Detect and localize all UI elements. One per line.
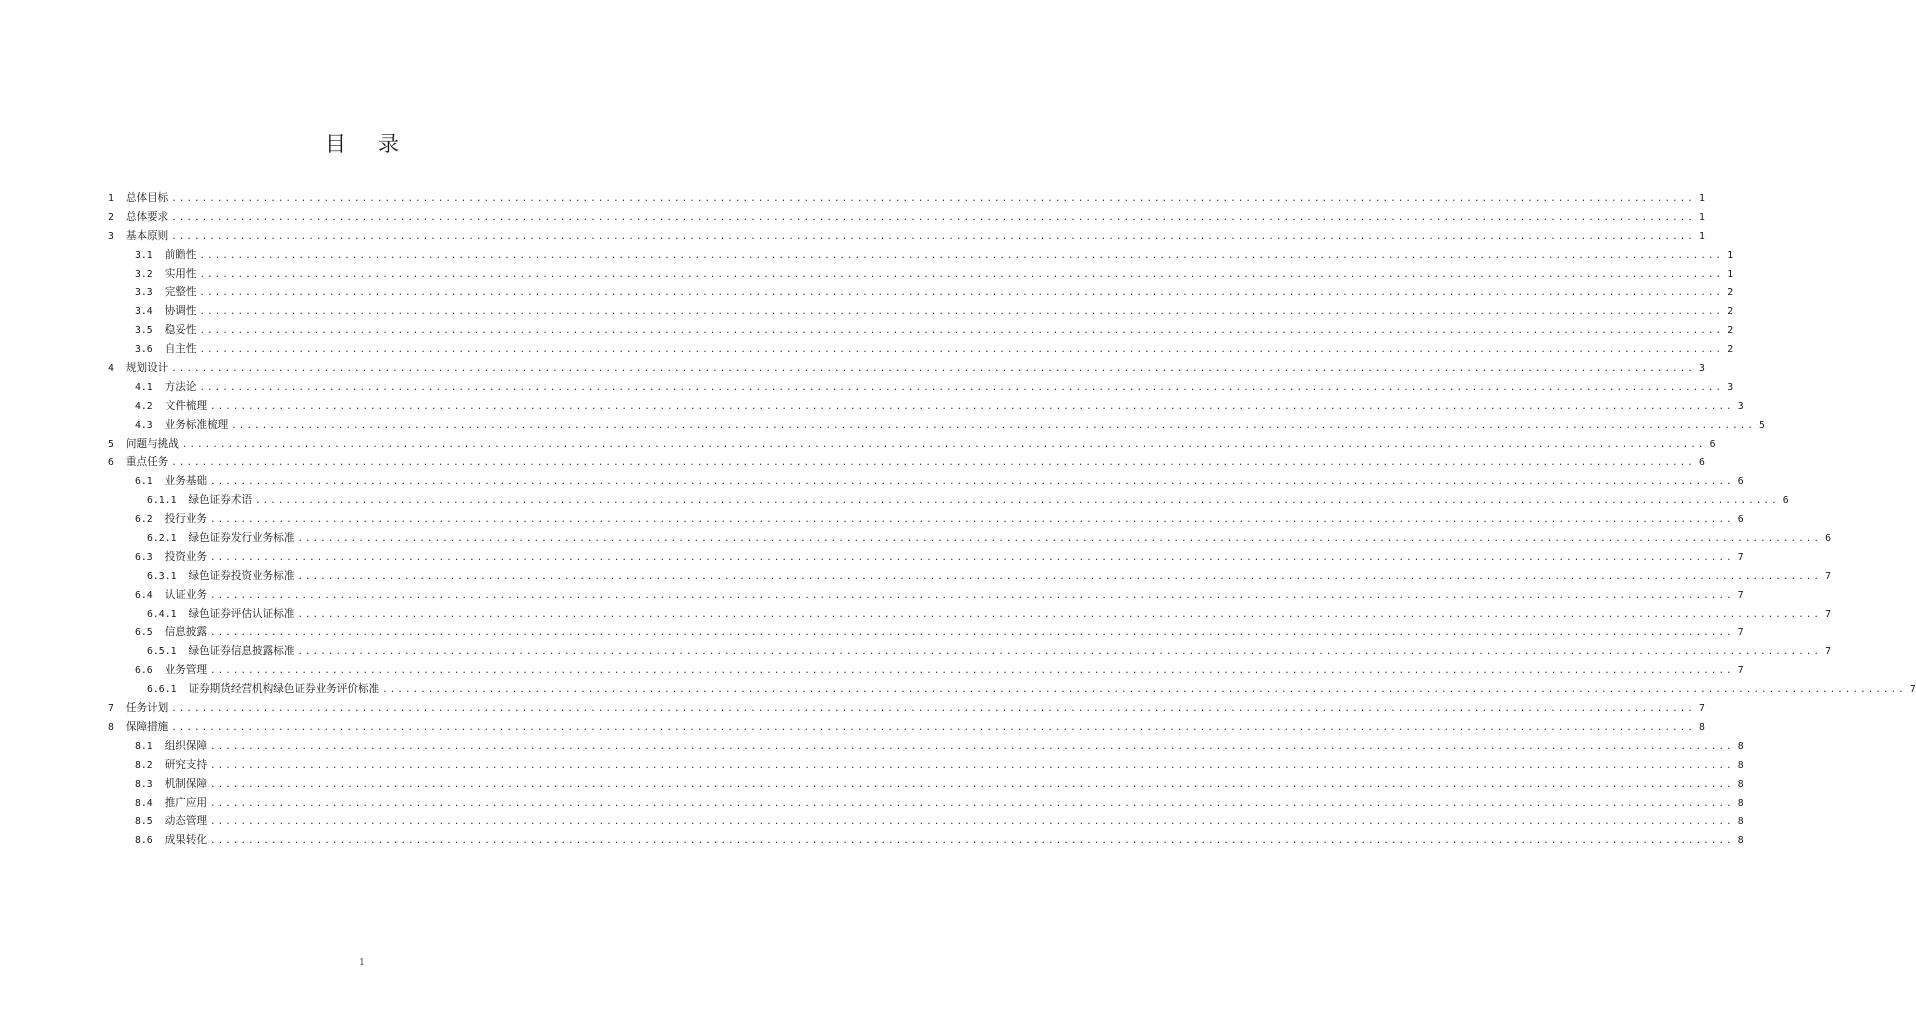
toc-entry-page: 2 (1727, 344, 1734, 356)
toc-leader-dots: ........................................................................................................................................................................................................ (210, 401, 1734, 412)
toc-entry-page: 7 (1737, 665, 1744, 677)
toc-entry-label: 投资业务 (164, 550, 208, 563)
toc-entry-number: 3.6 (135, 344, 153, 356)
toc-leader-dots: ........................................................................................................................................................................................................ (171, 212, 1695, 223)
toc-entry-page: 6 (1698, 457, 1705, 469)
toc-leader-dots: ........................................................................................................................................................................................................ (171, 231, 1695, 242)
toc-entry-page: 8 (1737, 740, 1744, 752)
toc-entry-page: 3 (1727, 381, 1734, 393)
toc-leader-dots: ........................................................................................................................................................................................................ (231, 420, 1755, 431)
toc-entry-number: 8.2 (135, 759, 153, 771)
toc-entry-number: 8.5 (135, 816, 153, 828)
toc-entry-page: 6 (1782, 495, 1789, 507)
toc-entry-page: 8 (1698, 721, 1705, 733)
toc-entry-label: 组织保障 (164, 739, 208, 752)
toc-entry-page: 8 (1737, 835, 1744, 847)
toc-entry-label: 文件梳理 (164, 399, 208, 412)
toc-title-right: 录 (378, 132, 399, 156)
toc-entry-number: 3.5 (135, 325, 153, 337)
toc-leader-dots: ........................................................................................................................................................................................................ (210, 515, 1734, 526)
toc-entry-label: 绿色证券评估认证标准 (188, 607, 295, 620)
toc-entry[interactable] (104, 453, 1705, 472)
toc-entry-page: 1 (1698, 230, 1705, 242)
toc-entry-number: 2 (108, 211, 114, 223)
toc-entry[interactable] (104, 435, 1716, 454)
toc-entry-number: 3 (108, 230, 114, 242)
toc-title (0, 128, 724, 158)
toc-entry-number: 6.2 (135, 514, 153, 526)
toc-entry-label: 绿色证券术语 (188, 494, 253, 507)
toc-entry-number: 6.4.1 (147, 608, 177, 620)
toc-entry-label: 协调性 (164, 305, 197, 318)
toc-entry-number: 4.1 (135, 381, 153, 393)
toc-entry[interactable] (104, 831, 1744, 850)
toc-leader-dots: ........................................................................................................................................................................................................ (210, 628, 1734, 639)
toc-entry-label: 完整性 (164, 286, 197, 299)
toc-entry-page: 8 (1737, 816, 1744, 828)
toc-entry-number: 6.6.1 (147, 684, 177, 696)
toc-entry-label: 重点任务 (125, 456, 169, 469)
toc-entry-number: 3.3 (135, 287, 153, 299)
toc-entry-number: 6.4 (135, 589, 153, 601)
toc-entry-number: 4.3 (135, 419, 153, 431)
toc-entry-page: 3 (1698, 363, 1705, 375)
toc-title-left: 目 (325, 132, 346, 156)
toc-entry[interactable] (104, 718, 1705, 737)
toc-entry-page: 7 (1737, 627, 1744, 639)
toc-entry-label: 基本原则 (125, 229, 169, 242)
toc-leader-dots: ........................................................................................................................................................................................................ (210, 798, 1734, 809)
toc-leader-dots: ........................................................................................................................................................................................................ (171, 722, 1695, 733)
toc-entry-number: 6.6 (135, 665, 153, 677)
toc-entry-number: 6.5 (135, 627, 153, 639)
toc-entry-number: 8.4 (135, 797, 153, 809)
toc-entry[interactable] (104, 737, 1744, 756)
toc-entry[interactable] (104, 283, 1734, 302)
toc-entry-page: 7 (1825, 608, 1832, 620)
toc-entry-label: 研究支持 (164, 758, 208, 771)
toc-entry-label: 总体要求 (125, 210, 169, 223)
toc-entry-page: 6 (1737, 514, 1744, 526)
toc-leader-dots: ........................................................................................................................................................................................................ (199, 269, 1724, 280)
toc-entry-page: 8 (1737, 797, 1744, 809)
toc-entry-label: 问题与挑战 (125, 437, 179, 450)
toc-entry-label: 任务计划 (125, 702, 169, 715)
toc-entry-label: 投行业务 (164, 513, 208, 526)
toc-entry-label: 绿色证券信息披露标准 (188, 645, 295, 658)
toc-entry[interactable] (104, 605, 1832, 624)
toc-entry-number: 8.1 (135, 740, 153, 752)
toc-entry-number: 8.3 (135, 778, 153, 790)
toc-entry-label: 方法论 (164, 380, 197, 393)
toc-entry[interactable] (104, 567, 1832, 586)
toc-leader-dots: ........................................................................................................................................................................................................ (171, 458, 1695, 469)
toc-leader-dots: ........................................................................................................................................................................................................ (297, 647, 1822, 658)
toc-leader-dots: ........................................................................................................................................................................................................ (199, 307, 1724, 318)
toc-entry-page: 6 (1709, 438, 1716, 450)
toc-leader-dots: ........................................................................................................................................................................................................ (255, 496, 1779, 507)
toc-entry-number: 3.1 (135, 249, 153, 261)
toc-entry[interactable] (104, 491, 1789, 510)
toc-entry[interactable] (104, 510, 1744, 529)
toc-entry[interactable] (104, 378, 1734, 397)
toc-leader-dots: ........................................................................................................................................................................................................ (199, 382, 1724, 393)
toc-leader-dots: ........................................................................................................................................................................................................ (210, 760, 1734, 771)
toc-leader-dots: ........................................................................................................................................................................................................ (171, 364, 1695, 375)
toc-entry-label: 保障措施 (125, 720, 169, 733)
toc-entry-page: 6 (1737, 476, 1744, 488)
toc-entry-label: 总体目标 (125, 192, 169, 204)
toc-entry[interactable] (104, 529, 1832, 548)
toc-entry[interactable] (104, 472, 1744, 491)
toc-entry-label: 业务基础 (164, 475, 208, 488)
toc-entry-page: 1 (1727, 249, 1734, 261)
toc-entry[interactable] (104, 661, 1744, 680)
toc-entry-number: 3.2 (135, 268, 153, 280)
toc-entry-label: 稳妥性 (164, 324, 197, 337)
toc-entry-page: 8 (1737, 759, 1744, 771)
toc-entry-number: 6.1.1 (147, 495, 177, 507)
toc-leader-dots: ........................................................................................................................................................................................................ (210, 817, 1734, 828)
toc-entry-label: 成果转化 (164, 834, 208, 847)
toc-entry[interactable] (104, 756, 1744, 775)
toc-entry-label: 自主性 (164, 343, 197, 356)
toc-leader-dots: ........................................................................................................................................................................................................ (210, 552, 1734, 563)
toc-entry-label: 证券期货经营机构绿色证券业务评价标准 (188, 683, 380, 696)
toc-entry-number: 6.1 (135, 476, 153, 488)
toc-entry[interactable] (104, 340, 1734, 359)
toc-entry-page: 7 (1698, 703, 1705, 715)
toc-leader-dots: ........................................................................................................................................................................................................ (199, 345, 1724, 356)
toc-leader-dots: ........................................................................................................................................................................................................ (210, 477, 1734, 488)
toc-leader-dots: ........................................................................................................................................................................................................ (297, 534, 1822, 545)
toc-entry[interactable] (104, 586, 1744, 605)
toc-entry-label: 实用性 (164, 267, 197, 280)
toc-leader-dots: ........................................................................................................................................................................................................ (297, 571, 1822, 582)
toc-entry[interactable] (104, 623, 1744, 642)
toc-entry-label: 绿色证券发行业务标准 (188, 532, 295, 545)
toc-entry-number: 6 (108, 457, 114, 469)
toc-entry-page: 7 (1737, 589, 1744, 601)
toc-entry[interactable] (104, 642, 1832, 661)
toc-entry-page: 1 (1727, 268, 1734, 280)
toc-entry[interactable] (104, 208, 1705, 227)
footer-page-number: 1 (359, 958, 365, 968)
toc-leader-dots: ........................................................................................................................................................................................................ (297, 609, 1822, 620)
toc-entry-number: 6.2.1 (147, 533, 177, 545)
toc-leader-dots: ........................................................................................................................................................................................................ (382, 685, 1906, 696)
toc-leader-dots: ........................................................................................................................................................................................................ (210, 666, 1734, 677)
toc-leader-dots: ........................................................................................................................................................................................................ (171, 704, 1695, 715)
toc-entry-label: 业务管理 (164, 664, 208, 677)
toc-entry-number: 1 (108, 193, 114, 204)
toc-entry-label: 规划设计 (125, 362, 169, 375)
toc-entry-page: 7 (1825, 646, 1832, 658)
toc-entry[interactable] (104, 246, 1734, 265)
toc-leader-dots: ........................................................................................................................................................................................................ (181, 439, 1706, 450)
toc-entry-page: 6 (1825, 533, 1832, 545)
toc-entry[interactable] (104, 812, 1744, 831)
toc-entry[interactable] (104, 359, 1705, 378)
toc-entry-page: 2 (1727, 287, 1734, 299)
toc-entry-page: 7 (1909, 684, 1916, 696)
toc-leader-dots: ........................................................................................................................................................................................................ (199, 288, 1724, 299)
toc-entry-label: 机制保障 (164, 777, 208, 790)
toc-entry-number: 6.5.1 (147, 646, 177, 658)
toc-entry-label: 前瞻性 (164, 248, 197, 261)
toc-leader-dots: ........................................................................................................................................................................................................ (210, 590, 1734, 601)
toc-entry-label: 动态管理 (164, 815, 208, 828)
toc-entry[interactable] (104, 548, 1744, 567)
toc-entry-number: 4 (108, 363, 114, 375)
toc-entry-number: 6.3.1 (147, 570, 177, 582)
toc-entry-label: 业务标准梳理 (164, 418, 229, 431)
toc-leader-dots: ........................................................................................................................................................................................................ (199, 326, 1724, 337)
toc-entry[interactable] (104, 302, 1734, 321)
toc-entry-page: 1 (1698, 211, 1705, 223)
toc-leader-dots: ........................................................................................................................................................................................................ (210, 779, 1734, 790)
toc-leader-dots: ........................................................................................................................................................................................................ (210, 741, 1734, 752)
toc-entry-label: 推广应用 (164, 796, 208, 809)
toc-entry[interactable] (104, 416, 1765, 435)
toc-entry-label: 信息披露 (164, 626, 208, 639)
toc-entry-page: 1 (1698, 193, 1705, 204)
toc-entry-number: 8.6 (135, 835, 153, 847)
toc-entry-label: 绿色证券投资业务标准 (188, 569, 295, 582)
toc-entry-page: 3 (1737, 400, 1744, 412)
toc-entry-number: 7 (108, 703, 114, 715)
toc-entry[interactable] (104, 321, 1734, 340)
toc-entry-number: 6.3 (135, 551, 153, 563)
toc-entry[interactable] (104, 189, 1705, 208)
table-of-contents (104, 189, 1916, 850)
toc-entry-page: 2 (1727, 325, 1734, 337)
toc-entry[interactable] (104, 680, 1916, 699)
toc-entry-number: 5 (108, 438, 114, 450)
toc-entry-number: 8 (108, 721, 114, 733)
toc-entry-page: 2 (1727, 306, 1734, 318)
toc-entry[interactable] (104, 397, 1744, 416)
toc-entry-page: 7 (1825, 570, 1832, 582)
toc-entry-number: 4.2 (135, 400, 153, 412)
toc-entry-page: 7 (1737, 551, 1744, 563)
toc-entry[interactable] (104, 775, 1744, 794)
toc-entry[interactable] (104, 699, 1705, 718)
toc-entry-label: 认证业务 (164, 588, 208, 601)
toc-leader-dots: ........................................................................................................................................................................................................ (199, 250, 1724, 261)
toc-entry[interactable] (104, 227, 1705, 246)
toc-leader-dots: ........................................................................................................................................................................................................ (171, 194, 1695, 204)
toc-entry-page: 5 (1758, 419, 1765, 431)
toc-leader-dots: ........................................................................................................................................................................................................ (210, 836, 1734, 847)
toc-entry[interactable] (104, 265, 1734, 284)
toc-entry[interactable] (104, 794, 1744, 813)
toc-entry-page: 8 (1737, 778, 1744, 790)
toc-entry-number: 3.4 (135, 306, 153, 318)
